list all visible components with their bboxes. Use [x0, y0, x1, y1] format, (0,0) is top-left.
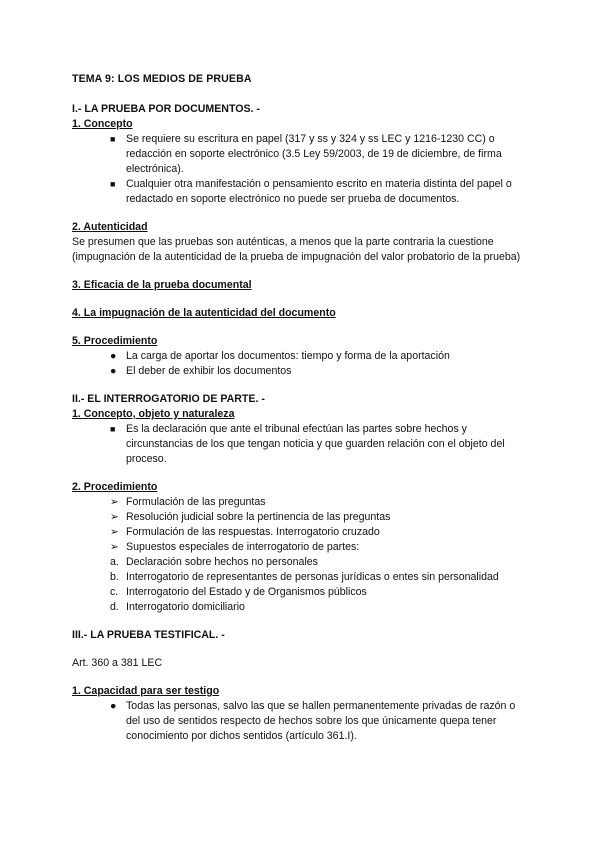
procedimiento-2-arrow-list [72, 495, 528, 555]
procedimiento-1-list [72, 349, 528, 379]
list-item: d. Interrogatorio domiciliario [110, 601, 245, 613]
list-item: ➢ Supuestos especiales de interrogatorio de partes: [110, 541, 360, 553]
alpha-marker: c. [110, 586, 119, 598]
procedimiento-2-heading: 2. Procedimiento [72, 481, 158, 493]
list-item: a. Declaración sobre hechos no personales [110, 556, 318, 568]
dot-bullet-icon: ● [110, 700, 117, 712]
concepto-objeto-heading: 1. Concepto, objeto y naturaleza [72, 408, 235, 420]
list-item: ● El deber de exhibir los documentos [110, 365, 292, 377]
arrow-bullet-icon: ➢ [110, 541, 119, 553]
procedimiento-2-alpha-list [72, 555, 528, 615]
concepto-heading: 1. Concepto [72, 118, 133, 130]
autenticidad-heading: 2. Autenticidad [72, 221, 148, 233]
list-item: ➢ Formulación de las preguntas [110, 496, 266, 508]
arrow-bullet-icon: ➢ [110, 526, 119, 538]
section-3-heading: III.- LA PRUEBA TESTIFICAL. - [72, 629, 225, 641]
concepto-objeto-list [72, 422, 528, 467]
document-title: TEMA 9: LOS MEDIOS DE PRUEBA [72, 73, 252, 85]
list-item: ■ Es la declaración que ante el tribunal efectúan las partes sobre hechos y circunstancias de los que tengan noticia y que guarden relación con el objeto del proceso. [110, 423, 505, 465]
concepto-list [72, 132, 528, 207]
impugnacion-heading: 4. La impugnación de la autenticidad del documento [72, 307, 336, 319]
arrow-bullet-icon: ➢ [110, 496, 119, 508]
square-bullet-icon: ■ [110, 179, 116, 189]
procedimiento-1-heading: 5. Procedimiento [72, 335, 158, 347]
list-item: c. Interrogatorio del Estado y de Organismos públicos [110, 586, 367, 598]
list-item: ➢ Formulación de las respuestas. Interrogatorio cruzado [110, 526, 380, 538]
document-content [72, 72, 528, 744]
list-item: ● La carga de aportar los documentos: tiempo y forma de la aportación [110, 350, 450, 362]
list-item: b. Interrogatorio de representantes de personas jurídicas o entes sin personalidad [110, 571, 499, 583]
eficacia-heading: 3. Eficacia de la prueba documental [72, 279, 252, 291]
section-1-heading: I.- LA PRUEBA POR DOCUMENTOS. - [72, 103, 260, 115]
square-bullet-icon: ■ [110, 134, 116, 144]
list-item: ■ Cualquier otra manifestación o pensamiento escrito en materia distinta del papel o redactado en soporte electrónico no puede ser prueba de documentos. [110, 178, 512, 205]
capacidad-list [72, 699, 528, 744]
list-item: ● Todas las personas, salvo las que se hallen permanentemente privadas de razón o del uso de sentidos respecto de hechos sobre los que únicamente quepa tener conocimiento por dichos sentidos (artículo 361.I). [110, 700, 516, 742]
list-item: ➢ Resolución judicial sobre la pertinencia de las preguntas [110, 511, 391, 523]
dot-bullet-icon: ● [110, 365, 117, 377]
alpha-marker: d. [110, 601, 119, 613]
dot-bullet-icon: ● [110, 350, 117, 362]
list-item: ■ Se requiere su escritura en papel (317 y ss y 324 y ss LEC y 1216-1230 CC) o redacción en soporte electrónico (3.5 Ley 59/2003, de 19 de diciembre, de firma electrónica). [110, 133, 502, 175]
autenticidad-text: Se presumen que las pruebas son auténticas, a menos que la parte contraria la cuestione (impugnación de la autenticidad de la prueba de impugnación del valor probatorio de la prueba) [72, 236, 521, 263]
alpha-marker: b. [110, 571, 119, 583]
article-reference: Art. 360 a 381 LEC [72, 657, 163, 669]
square-bullet-icon: ■ [110, 424, 116, 434]
arrow-bullet-icon: ➢ [110, 511, 119, 523]
alpha-marker: a. [110, 556, 119, 568]
capacidad-heading: 1. Capacidad para ser testigo [72, 685, 220, 697]
section-2-heading: II.- EL INTERROGATORIO DE PARTE. - [72, 393, 265, 405]
